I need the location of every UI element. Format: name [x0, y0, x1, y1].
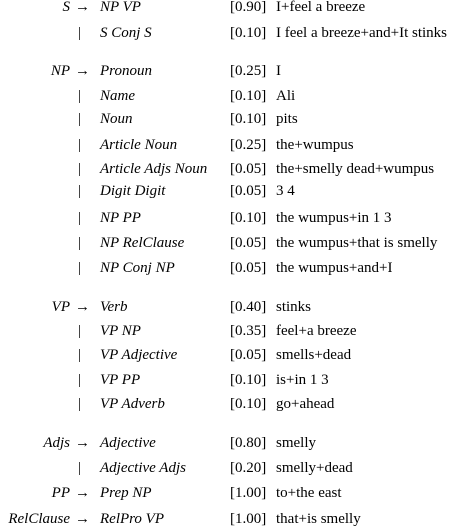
rule-rhs: Prep NP — [100, 485, 152, 501]
rule-example: go+ahead — [276, 396, 335, 412]
rule-probability: [0.05] — [230, 183, 267, 199]
rule-example: smelly+dead — [276, 460, 353, 476]
grammar-rule-row — [0, 207, 465, 229]
grammar-rule-row — [0, 432, 465, 454]
rule-lhs: VP — [51, 299, 70, 315]
rule-example: that+is smelly — [276, 511, 361, 527]
arrow-symbol: → — [75, 485, 90, 501]
alternative-bar: | — [78, 183, 82, 199]
rule-rhs: Digit Digit — [100, 183, 166, 199]
rule-probability: [0.35] — [230, 323, 267, 339]
rule-rhs: VP NP — [100, 323, 141, 339]
rule-probability: [0.05] — [230, 235, 267, 251]
rule-probability: [1.00] — [230, 511, 267, 527]
rule-lhs: S — [62, 0, 70, 15]
rule-lhs: NP — [50, 63, 70, 79]
rule-probability: [0.10] — [230, 372, 267, 388]
grammar-rule-row — [0, 108, 465, 130]
grammar-rule-row — [0, 60, 465, 82]
rule-rhs: RelPro VP — [100, 511, 165, 527]
rule-example: feel+a breeze — [276, 323, 357, 339]
alternative-bar: | — [78, 460, 82, 476]
grammar-rule-row — [0, 482, 465, 504]
rule-probability: [0.10] — [230, 88, 267, 104]
arrow-symbol: → — [75, 299, 90, 315]
grammar-rule-row — [0, 457, 465, 479]
alternative-bar: | — [78, 260, 82, 276]
rule-probability: [0.80] — [230, 435, 267, 451]
rule-example: pits — [276, 111, 298, 127]
rule-rhs: Article Adjs Noun — [100, 161, 208, 177]
rule-rhs: VP Adjective — [100, 347, 178, 363]
grammar-rule-row — [0, 344, 465, 366]
rule-probability: [0.10] — [230, 25, 267, 41]
arrow-symbol: → — [75, 63, 90, 79]
rule-probability: [1.00] — [230, 485, 267, 501]
grammar-rule-row — [0, 158, 465, 180]
rule-probability: [0.90] — [230, 0, 267, 15]
rule-rhs: Pronoun — [100, 63, 152, 79]
grammar-rule-row — [0, 320, 465, 342]
alternative-bar: | — [78, 372, 82, 388]
rule-example: to+the east — [276, 485, 342, 501]
rule-lhs: Adjs — [43, 435, 70, 451]
rule-example: the+wumpus — [276, 137, 354, 153]
rule-example: smells+dead — [276, 347, 352, 363]
rule-example: I — [276, 63, 281, 79]
alternative-bar: | — [78, 111, 82, 127]
alternative-bar: | — [78, 25, 82, 41]
grammar-rule-row — [0, 232, 465, 254]
rule-example: is+in 1 3 — [276, 372, 329, 388]
grammar-rule-row — [0, 0, 465, 18]
alternative-bar: | — [78, 396, 82, 412]
rule-probability: [0.05] — [230, 260, 267, 276]
alternative-bar: | — [78, 137, 82, 153]
arrow-symbol: → — [75, 511, 90, 527]
rule-probability: [0.10] — [230, 111, 267, 127]
alternative-bar: | — [78, 210, 82, 226]
rule-probability: [0.20] — [230, 460, 267, 476]
rule-example: smelly — [276, 435, 316, 451]
rule-example: the wumpus+and+I — [276, 260, 393, 276]
arrow-symbol: → — [75, 435, 90, 451]
rule-rhs: VP PP — [100, 372, 141, 388]
rule-example: 3 4 — [276, 183, 295, 199]
rule-rhs: Adjective — [100, 435, 156, 451]
rule-example: I feel a breeze+and+It stinks — [276, 25, 448, 41]
alternative-bar: | — [78, 235, 82, 251]
rule-example: Ali — [276, 88, 296, 104]
grammar-rule-row — [0, 296, 465, 318]
rule-probability: [0.25] — [230, 63, 267, 79]
grammar-rule-row — [0, 257, 465, 279]
alternative-bar: | — [78, 323, 82, 339]
rule-probability: [0.05] — [230, 347, 267, 363]
arrow-symbol: → — [75, 0, 90, 15]
rule-rhs: Name — [100, 88, 135, 104]
rule-rhs: Verb — [100, 299, 128, 315]
rule-rhs: NP Conj NP — [100, 260, 175, 276]
rule-probability: [0.10] — [230, 396, 267, 412]
alternative-bar: | — [78, 347, 82, 363]
rule-probability: [0.25] — [230, 137, 267, 153]
rule-example: I+feel a breeze — [276, 0, 366, 15]
grammar-rule-row — [0, 134, 465, 156]
rule-rhs: NP VP — [100, 0, 141, 15]
rule-rhs: Adjective Adjs — [100, 460, 186, 476]
rule-rhs: NP RelClause — [100, 235, 185, 251]
rule-probability: [0.05] — [230, 161, 267, 177]
grammar-rule-row — [0, 508, 465, 530]
grammar-rule-row — [0, 393, 465, 415]
rule-example: the wumpus+in 1 3 — [276, 210, 392, 226]
grammar-rule-row — [0, 85, 465, 107]
rule-probability: [0.10] — [230, 210, 267, 226]
rule-lhs: PP — [51, 485, 70, 501]
grammar-rule-row — [0, 180, 465, 202]
rule-lhs: RelClause — [8, 511, 70, 527]
grammar-rule-row — [0, 369, 465, 391]
grammar-rule-row — [0, 22, 465, 44]
alternative-bar: | — [78, 88, 82, 104]
rule-rhs: NP PP — [100, 210, 141, 226]
rule-example: the+smelly dead+wumpus — [276, 161, 435, 177]
alternative-bar: | — [78, 161, 82, 177]
rule-rhs: Noun — [100, 111, 133, 127]
rule-example: the wumpus+that is smelly — [276, 235, 438, 251]
rule-example: stinks — [276, 299, 312, 315]
rule-rhs: Article Noun — [100, 137, 178, 153]
rule-probability: [0.40] — [230, 299, 267, 315]
rule-rhs: S Conj S — [100, 25, 152, 41]
rule-rhs: VP Adverb — [100, 396, 165, 412]
